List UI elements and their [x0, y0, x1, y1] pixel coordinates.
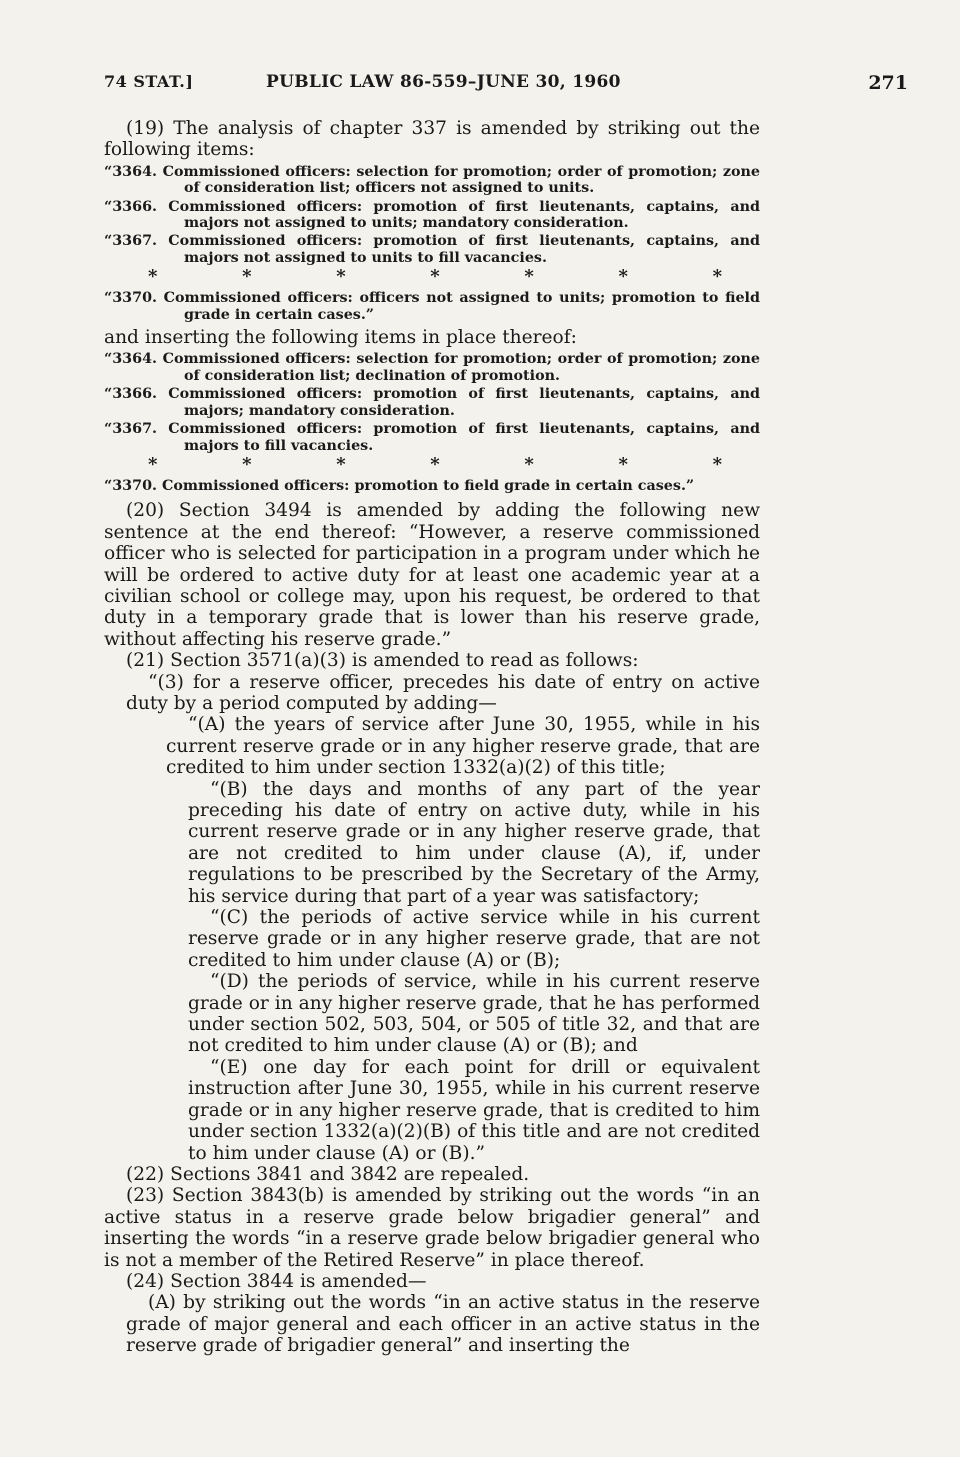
document-body [104, 118, 760, 1357]
list-item: “3364. Commissioned officers: selection for promotion; order of promotion; zone of consideration list; declination of promotion. [104, 351, 760, 384]
star: * [336, 453, 346, 475]
clause-a-text: “(A) the years of service after June 30, 1955, while in his current reserve grade or in any higher reserve grade, that are credited to him under section 1332(a)(2) of this title; [166, 714, 760, 779]
star: * [242, 266, 252, 288]
list-item: “3367. Commissioned officers: promotion of first lieutenants, captains, and majors to fill vacancies. [104, 421, 760, 454]
page-number: 271 [868, 72, 908, 94]
paragraph-21-3: “(3) for a reserve officer, precedes his date of entry on active duty by a period computed by adding— [126, 671, 760, 714]
star: * [618, 266, 628, 288]
omission-stars [104, 268, 760, 286]
list-item: “3367. Commissioned officers: promotion of first lieutenants, captains, and majors not assigned to units to fill vacancies. [104, 233, 760, 266]
clause-d [104, 971, 760, 1057]
inserted-items-list [104, 351, 760, 453]
clause-b-text: “(B) the days and months of any part of the year preceding his date of entry on active duty, while in his current reserve grade or in any higher reserve grade, that are not credited to him under clause (A), if, under regulations to be prescribed by the Secretary of the Army, his service during that part of a year was satisfactory; [188, 778, 760, 907]
star: * [430, 453, 440, 475]
list-item: “3370. Commissioned officers: promotion to field grade in certain cases.” [104, 477, 695, 494]
clause-e-text: “(E) one day for each point for drill or equivalent instruction after June 30, 1955, while in his current reserve grade or in any higher reserve grade, that is credited to him under section 1332(a)(2)(B) of this title and are not credited to him under clause (A) or (B).” [188, 1056, 760, 1164]
clause-a [104, 714, 760, 778]
star: * [712, 453, 722, 475]
omission-stars [104, 453, 760, 475]
clause-e [104, 1057, 760, 1164]
star: * [148, 453, 158, 475]
clause-c-text: “(C) the periods of active service while in his current reserve grade or in any higher reserve grade, that are not credited to him under clause (A) or (B); [188, 907, 760, 971]
star: * [242, 453, 252, 475]
paragraph-24-a: (A) by striking out the words “in an active status in the reserve grade of major general and each officer in an active status in the reserve grade of brigadier general” and inserting the [126, 1292, 760, 1357]
star: * [430, 266, 440, 288]
star: * [336, 266, 346, 288]
paragraph-20: (20) Section 3494 is amended by adding the following new sentence at the end thereof: “However, a reserve commissioned officer who is selected for participation in a program under which he will be ordered to active duty for at least one academic year at a civilian school or college may, upon his request, be ordered to that duty in a temporary grade that is lower than his reserve grade, without affecting his reserve grade.” [104, 500, 760, 650]
paragraph-21: (21) Section 3571(a)(3) is amended to read as follows: [126, 650, 639, 672]
clause-c [104, 907, 760, 971]
star: * [618, 453, 628, 475]
inserted-item-3370 [104, 478, 760, 494]
list-item: “3364. Commissioned officers: selection for promotion; order of promotion; zone of consideration list; officers not assigned to units. [104, 163, 760, 197]
struck-items-list [104, 164, 760, 266]
clause-d-text: “(D) the periods of service, while in his current reserve grade or in any higher reserve grade, that he has performed under section 502, 503, 504, or 505 of title 32, and that are not credited to him under clause (A) or (B); and [188, 971, 760, 1057]
list-item: “3370. Commissioned officers: officers not assigned to units; promotion to field grade in certain cases.” [104, 290, 760, 323]
paragraph-22: (22) Sections 3841 and 3842 are repealed. [126, 1163, 530, 1185]
paragraph-19: (19) The analysis of chapter 337 is amended by striking out the following items: [104, 118, 760, 161]
struck-item-3370 [104, 290, 760, 323]
star: * [524, 453, 534, 475]
list-item: “3366. Commissioned officers: promotion of first lieutenants, captains, and majors; mandatory consideration. [104, 386, 760, 419]
list-item: “3366. Commissioned officers: promotion of first lieutenants, captains, and majors not assigned to units; mandatory consideration. [104, 198, 760, 232]
volume-reference: 74 STAT.] [104, 72, 194, 91]
paragraph-24: (24) Section 3844 is amended— [126, 1270, 427, 1292]
running-title: PUBLIC LAW 86-559–JUNE 30, 1960 [266, 72, 621, 92]
star: * [712, 266, 722, 288]
paragraph-23: (23) Section 3843(b) is amended by striking out the words “in an active status in a reserve grade below brigadier general” and inserting the words “in a reserve grade below brigadier general who is not a member of the Retired Reserve” in place thereof. [104, 1185, 760, 1271]
insert-intro: and inserting the following items in place thereof: [104, 327, 577, 349]
star: * [148, 266, 158, 288]
star: * [524, 266, 534, 288]
page-header [104, 72, 908, 102]
clause-b [104, 779, 760, 907]
